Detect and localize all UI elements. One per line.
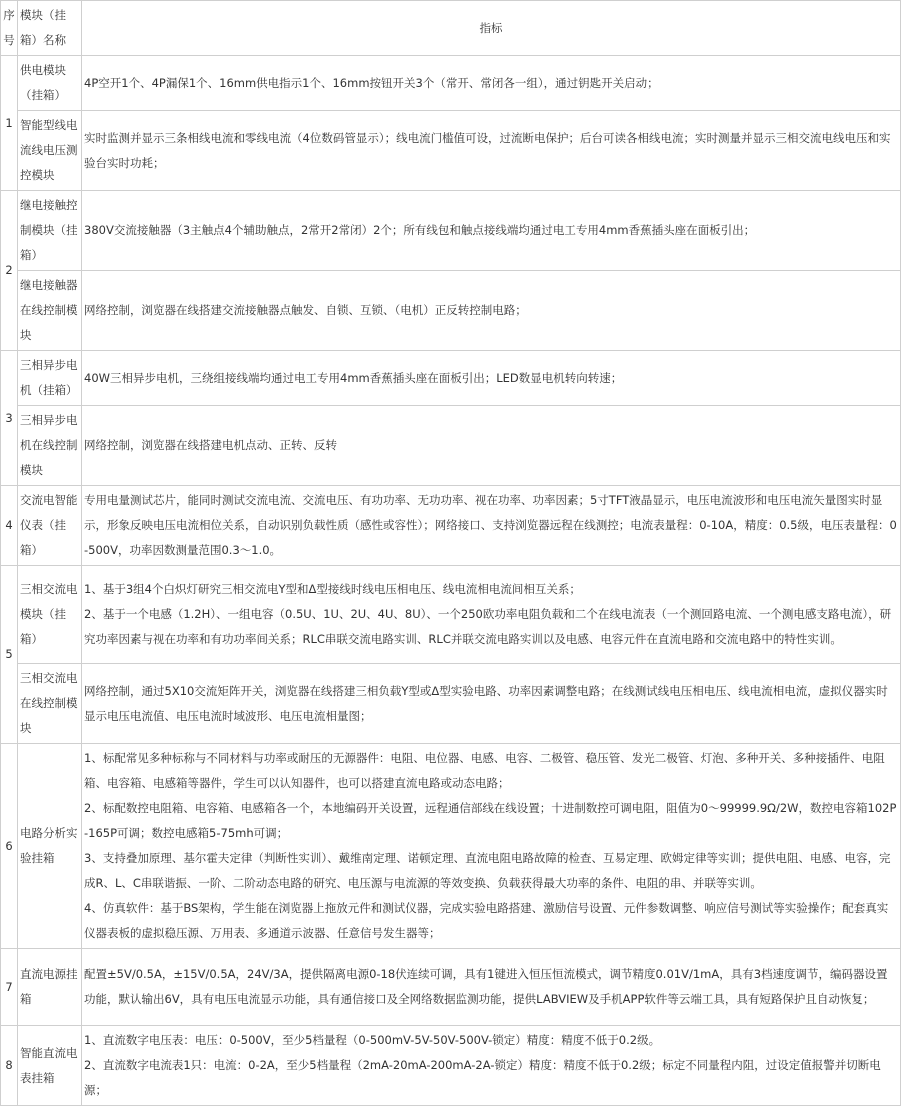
table-row [1,486,901,566]
header-seq: 序号 [1,1,18,56]
row-spec: 1、标配常见多种标称与不同材料与功率或耐压的无源器件：电阻、电位器、电感、电容、二极管、稳压管、发光二极管、灯泡、多种开关、多种接插件、电阻箱、电容箱、电感箱等器件，学生可以认知器件，也可以搭建直流电路或动态电路； 2、标配数控电阻箱、电容箱、电感箱各一个，本地编码开关设置，远程通信部线在线设置；十进制数控可调电阻，阻值为0～99999.9Ω/2W，数控电容箱102P-165P可调；数控电感箱5-75mh可调； 3、支持叠加原理、基尔霍夫定律（判断性实训）、戴维南定理、诺顿定理、直流电阻电路故障的检查、互易定理、欧姆定律等实训；提供电阻、电感、电容，完成R、L、C串联谐振、一阶、二阶动态电路的研究、电压源与电流源的等效变换、负载获得最大功率的条件、电阻的串、并联等实训。 4、仿真软件：基于BS架构，学生能在浏览器上拖放元件和测试仪器，完成实验电路搭建、激励信号设置、元件参数调整、响应信号测试等实验操作；配套真实仪器表板的虚拟稳压源、万用表、多通道示波器、任意信号发生器等； [82,744,901,949]
row-seq: 7 [1,949,18,1026]
header-row [1,1,901,56]
table-row [1,566,901,664]
header-spec: 指标 [82,1,901,56]
table-row [1,111,901,191]
table-row [1,351,901,406]
table-row [1,744,901,949]
row-seq: 6 [1,744,18,949]
row-module: 智能直流电表挂箱 [18,1026,82,1106]
table-row [1,949,901,1026]
table-row [1,56,901,111]
row-module: 三相异步电机（挂箱） [18,351,82,406]
table-row [1,406,901,486]
row-spec: 1、直流数字电压表：电压：0-500V，至少5档量程（0-500mV-5V-50V-500V-锁定）精度：精度不低于0.2级。 2、直流数字电流表1只：电流：0-2A，至少5档量程（2mA-20mA-200mA-2A-锁定）精度：精度不低于0.2级；标定不同量程内阻，过设定值报警并切断电源； [82,1026,901,1106]
row-module: 供电模块（挂箱） [18,56,82,111]
row-spec: 配置±5V/0.5A，±15V/0.5A，24V/3A，提供隔离电源0-18伏连续可调，具有1键进入恒压恒流模式，调节精度0.01V/1mA，具有3档速度调节，编码器设置功能，默认输出6V，具有电压电流显示功能，具有通信接口及全网络数据监测功能，提供LABVIEW及手机APP软件等云端工具，具有短路保护且自动恢复； [82,949,901,1026]
row-seq: 3 [1,351,18,486]
row-seq: 4 [1,486,18,566]
row-spec: 1、基于3组4个白炽灯研究三相交流电Y型和Δ型接线时线电压相电压、线电流相电流间相互关系； 2、基于一个电感（1.2H）、一组电容（0.5U、1U、2U、4U、8U）、一个250欧功率电阻负载和二个在线电流表（一个测回路电流、一个测电感支路电流），研究功率因素与视在功率和有功功率间关系；RLC串联交流电路实训、RLC并联交流电路实训以及电感、电容元件在直流电路和交流电路中的特性实训。 [82,566,901,664]
row-spec: 实时监测并显示三条相线电流和零线电流（4位数码管显示）；线电流门槛值可设，过流断电保护；后台可读各相线电流；实时测量并显示三相交流电线电压和实验台实时功耗； [82,111,901,191]
row-seq: 1 [1,56,18,191]
table-row [1,271,901,351]
row-module: 三相交流电在线控制模块 [18,664,82,744]
table-row [1,664,901,744]
row-module: 三相异步电机在线控制模块 [18,406,82,486]
row-spec: 网络控制，浏览器在线搭建交流接触器点触发、自锁、互锁、（电机）正反转控制电路； [82,271,901,351]
row-module: 三相交流电模块（挂箱） [18,566,82,664]
row-spec: 380V交流接触器（3主触点4个辅助触点，2常开2常闭）2个；所有线包和触点接线端均通过电工专用4mm香蕉插头座在面板引出； [82,191,901,271]
row-module: 交流电智能仪表（挂箱） [18,486,82,566]
row-module: 直流电源挂箱 [18,949,82,1026]
row-module: 继电接触器在线控制模块 [18,271,82,351]
row-seq: 8 [1,1026,18,1106]
row-spec: 网络控制，通过5X10交流矩阵开关，浏览器在线搭建三相负载Y型或Δ型实验电路、功率因素调整电路；在线测试线电压相电压、线电流相电流，虚拟仪器实时显示电压电流值、电压电流时域波形、电压电流相量图； [82,664,901,744]
row-spec: 4P空开1个、4P漏保1个、16mm供电指示1个、16mm按钮开关3个（常开、常闭各一组），通过钥匙开关启动； [82,56,901,111]
row-seq: 5 [1,566,18,744]
row-spec: 专用电量测试芯片，能同时测试交流电流、交流电压、有功功率、无功功率、视在功率、功率因素；5寸TFT液晶显示，电压电流波形和电压电流矢量图实时显示，形象反映电压电流相位关系，自动识别负载性质（感性或容性）；网络接口、支持浏览器远程在线测控；电流表量程：0-10A，精度：0.5级，电压表量程：0-500V，功率因数测量范围0.3～1.0。 [82,486,901,566]
row-module: 智能型线电流线电压测控模块 [18,111,82,191]
row-module: 继电接触控制模块（挂箱） [18,191,82,271]
row-module: 电路分析实验挂箱 [18,744,82,949]
table-row [1,191,901,271]
row-spec: 40W三相异步电机，三绕组接线端均通过电工专用4mm香蕉插头座在面板引出；LED数显电机转向转速； [82,351,901,406]
row-seq: 2 [1,191,18,351]
row-spec: 网络控制，浏览器在线搭建电机点动、正转、反转 [82,406,901,486]
table-row [1,1026,901,1106]
header-module: 模块（挂箱）名称 [18,1,82,56]
